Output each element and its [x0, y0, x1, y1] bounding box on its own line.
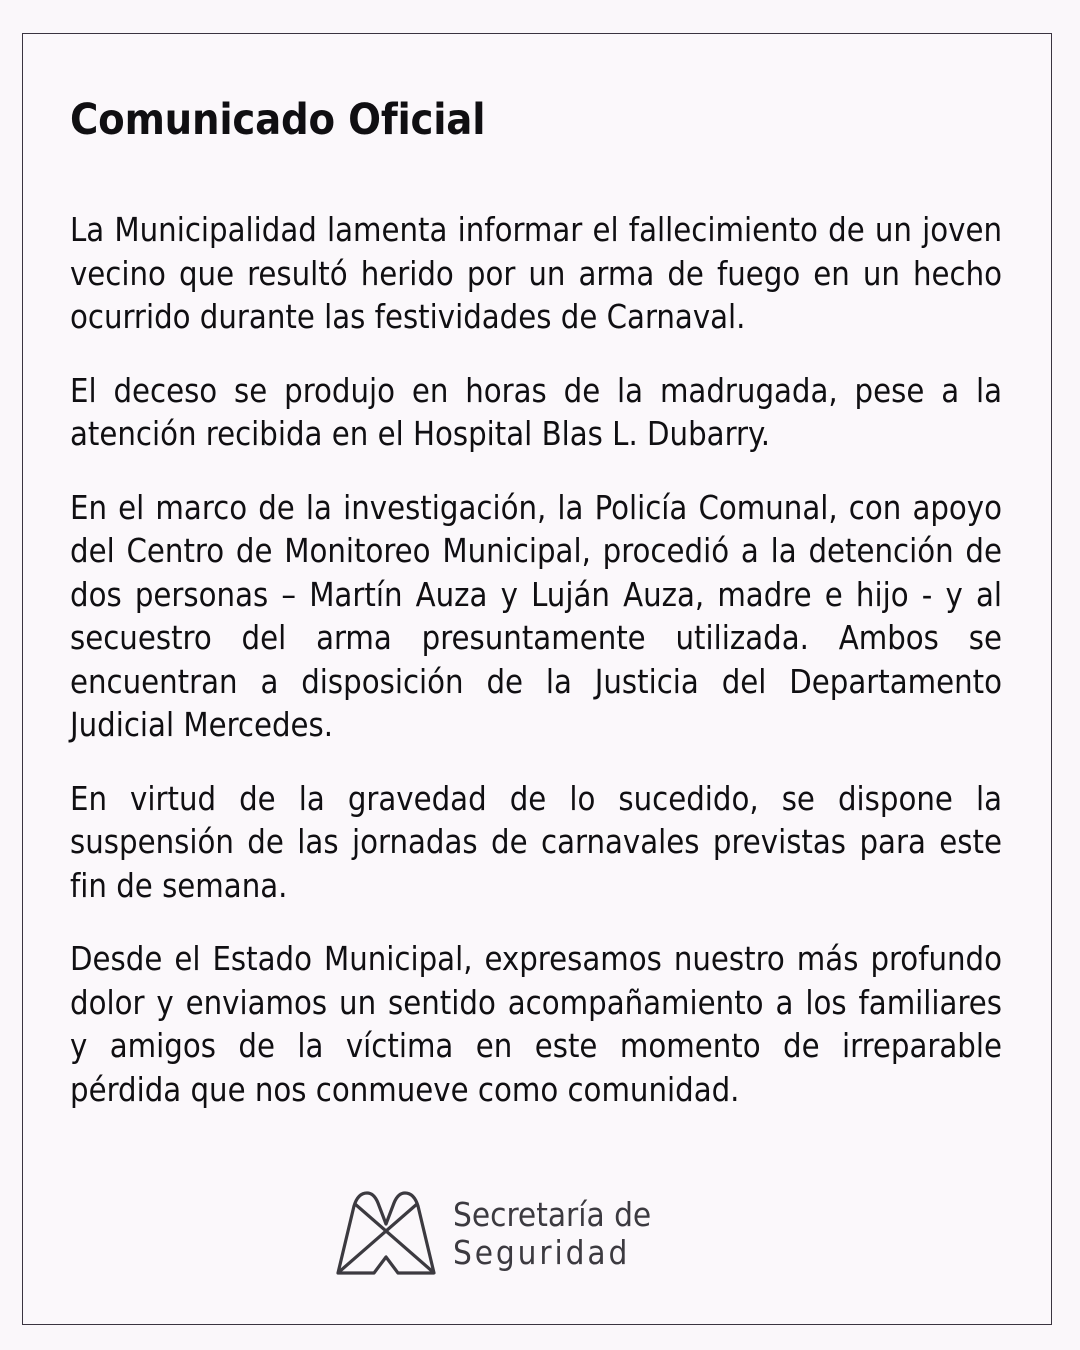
paragraph-1: La Municipalidad lamenta informar el fallecimiento de un joven vecino que resultó herido por un arma de fuego en un hecho ocurrido durante las festividades de Carnaval. — [70, 211, 1002, 336]
paragraph-4: En virtud de la gravedad de lo sucedido, se dispone la suspensión de las jornadas de carnavales previstas para este fin de semana. — [70, 779, 1002, 905]
page-title: Comunicado Oficial — [70, 95, 486, 145]
logo-line-seguridad: Seguridad — [453, 1233, 631, 1272]
logo-wordmark — [453, 1194, 651, 1272]
secretaria-de-seguridad-mark-icon — [330, 1189, 442, 1277]
logo-line-secretaria: Secretaría de — [453, 1195, 652, 1234]
content-area — [70, 33, 1002, 1325]
communique-body — [70, 209, 1002, 1112]
secretaria-de-seguridad-logo — [330, 1174, 652, 1292]
paragraph-3: En el marco de la investigación, la Policía Comunal, con apoyo del Centro de Monitoreo Municipal, procedió a la detención de dos personas – Martín Auza y Luján Auza, madre e hijo - y al secuestro del arma presuntamente utilizada. Ambos se encuentran a disposición de la Justicia del Departamento Judicial Mercedes. — [70, 488, 1002, 744]
paragraph-5: Desde el Estado Municipal, expresamos nuestro más profundo dolor y enviamos un sentido acompañamiento a los familiares y amigos de la víctima en este momento de irreparable pérdida que nos conmueve como comunidad. — [70, 940, 1002, 1109]
paragraph-2: El deceso se produjo en horas de la madrugada, pese a la atención recibida en el Hospital Blas L. Dubarry. — [70, 371, 1002, 453]
